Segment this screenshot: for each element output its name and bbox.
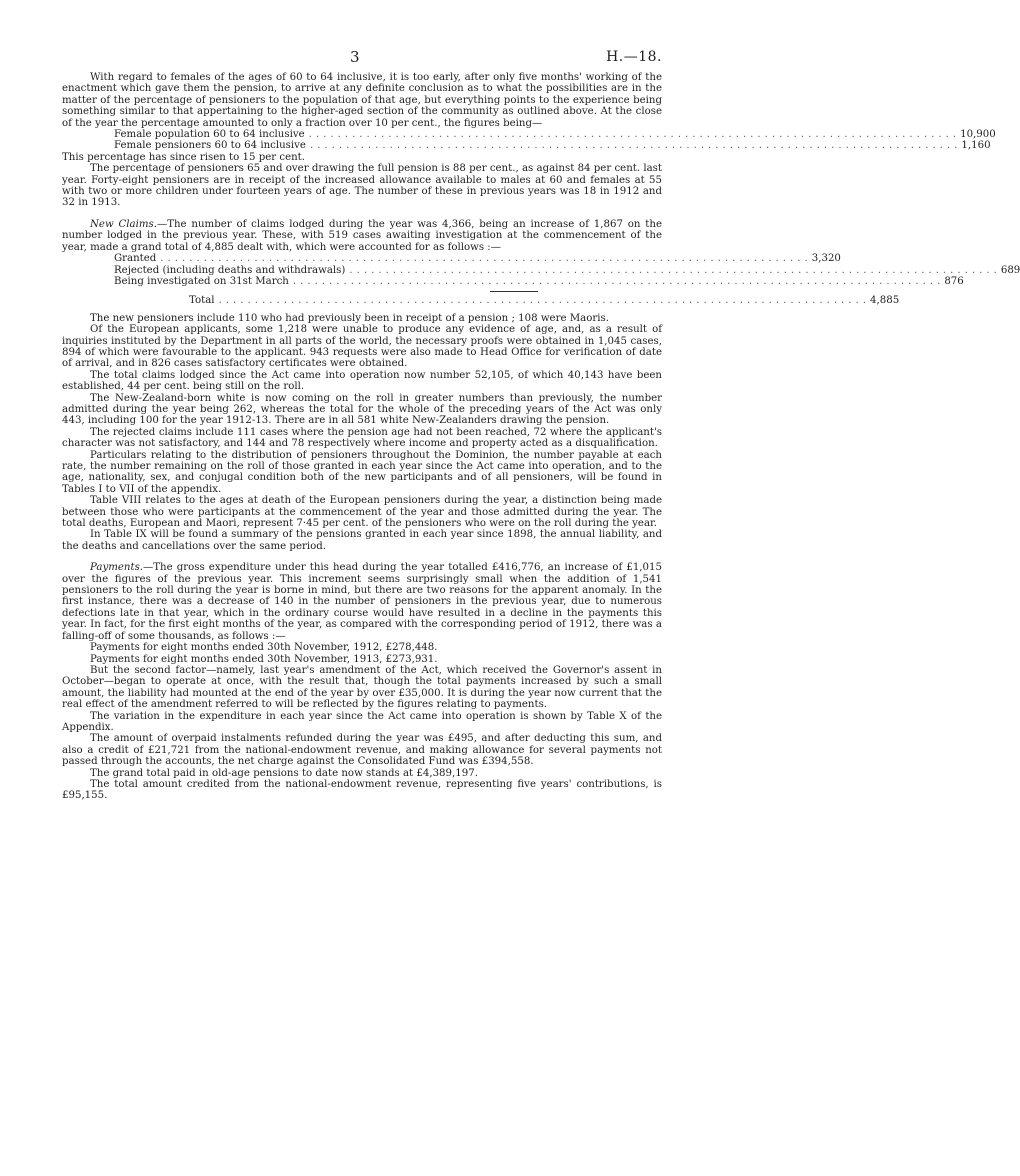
page-number: 3 [350, 48, 360, 66]
paragraph-full-pension-percentage: The percentage of pensioners 65 and over drawing the full pension is 88 per cent., as against 84 per cent. last year. Forty-eight pensioners are in receipt of the increased allowance available to males at 60 and females at 55 with two or more children under fourteen years of age. The number of these in previous years was 18 in 1912 and 32 in 1913. [62, 163, 662, 209]
table-row: Granted .......................................................................................... 3,320 [114, 253, 841, 265]
table-row: Female population 60 to 64 inclusive .......................................................................................... 10,900 [114, 129, 996, 141]
paragraph-females-60-64: With regard to females of the ages of 60 to 64 inclusive, it is too early, after only five months' working of the enactment which gave them the pension, to arrive at any definite conclusion as to what the possibilities are in the matter of the percentage of pensioners to the population of that age, but everything points to the experience being something similar to that appertaining to the higher-aged section of the community as outlined above. At the close of the year the percentage amounted to only a fraction over 10 per cent., the figures being— [62, 72, 662, 129]
paragraph-payments: Payments.—The gross expenditure under this head during the year totalled £416,776, an increase of £1,015 over the figures of the previous year. This increment seems surprisingly small when the addition of 1,541 pensioners to the roll during the year is borne in mind, but there are two reasons for the apparent anomaly. In the first instance, there was a decrease of 140 in the number of pensioners in the previous year, due to numerous defections late in that year, which in the ordinary course would have resulted in a decline in the payments this year. In fact, for the first eight months of the year, as compared with the corresponding period of 1912, there was a falling-off of some thousands, as follows :— [62, 562, 662, 642]
paragraph-new-claims: New Claims.—The number of claims lodged during the year was 4,366, being an increase of 1,867 on the number lodged in the previous year. These, with 519 cases awaiting investigation at the commencement of the year, made a grand total of 4,885 dealt with, which were accounted for as follows :— [62, 218, 662, 253]
paragraph-second-factor: But the second factor—namely, last year's amendment of the Act, which received the Governor's assent in October—began to operate at once, with the result that, though the total payments increased by such a small amount, the liability had mounted at the end of the year by over £35,000. It is during the year now current that the real effect of the amendment referred to will be reflected by the figures relating to payments. [62, 664, 662, 711]
table-row: Female pensioners 60 to 64 inclusive .......................................................................................... 1,160 [114, 140, 991, 152]
paragraph-table-viii: Table VIII relates to the ages at death of the European pensioners during the year, a distinction being made between those who were participants at the commencement of the year and those admitted during the year. The total deaths, European and Maori, represent 7·45 per cent. of the pensioners who were on the roll during the year. [62, 495, 662, 530]
paragraph-variation: The variation in the expenditure in each year since the Act came into operation is shown by Table X of the Appendix. [62, 710, 662, 733]
paragraph-nz-born: The New-Zealand-born white is now coming on the roll in greater numbers than previously, the number admitted during the year being 262, whereas the total for the whole of the preceding years of the Act was only 443, including 100 for the year 1912-13. There are in all 581 white New-Zealanders drawing the pension. [62, 392, 662, 427]
paragraph-grand-total: The grand total paid in old-age pensions to date now stands at £4,389,197. [90, 767, 478, 779]
new-claims-heading: New Claims. [90, 218, 158, 230]
document-code: H.—18. [606, 49, 662, 65]
paragraph-national-endowment: The total amount credited from the national-endowment revenue, representing five years' contributions, is £95,155. [62, 778, 662, 802]
paragraph-new-pensioners: The new pensioners include 110 who had previously been in receipt of a pension ; 108 were Maoris. [90, 312, 609, 324]
page-header [62, 0, 662, 72]
female-population-table [114, 129, 996, 152]
document-page [62, 0, 1020, 802]
claims-total-row: Total .......................................................................................... 4,885 [189, 295, 900, 307]
paragraph-percentage-risen: This percentage has since risen to 15 per cent. [62, 151, 306, 163]
paragraph-payments-1912: Payments for eight months ended 30th November, 1912, £278,448. [90, 642, 438, 654]
paragraph-overpaid: The amount of overpaid instalments refunded during the year was £495, and after deducting this sum, and also a credit of £21,721 from the national-endowment revenue, and making allowance for several payments not passed through the accounts, the net charge against the Consolidated Fund was £394,558. [62, 733, 662, 768]
claims-table [114, 253, 1020, 287]
table-row: Being investigated on 31st March .......................................................................................... 876 [114, 275, 964, 287]
paragraph-total-claims: The total claims lodged since the Act came into operation now number 52,105, of which 40,143 have been established, 44 per cent. being still on the roll. [62, 369, 662, 393]
payments-heading: Payments. [90, 562, 144, 574]
table-row: Rejected (including deaths and withdrawals) .......................................................................................... 689 [114, 264, 1020, 276]
paragraph-distribution: Particulars relating to the distribution of pensioners throughout the Dominion, the number payable at each rate, the number remaining on the roll of those granted in each year since the Act came into operation, and to the age, nationality, sex, and conjugal condition both of the new participants and of all pensioners, will be found in Tables I to VII of the appendix. [62, 449, 662, 495]
paragraph-payments-1913: Payments for eight months ended 30th November, 1913, £273,931. [90, 653, 438, 665]
paragraph-table-ix: In Table IX will be found a summary of the pensions granted in each year since 1898, the annual liability, and the deaths and cancellations over the same period. [62, 529, 662, 552]
paragraph-european-applicants: Of the European applicants, some 1,218 were unable to produce any evidence of age, and, as a result of inquiries instituted by the Department in all parts of the world, the necessary proofs were obtained in 1,045 cases, 894 of which were favourable to the applicant. 943 requests were also made to Head Office for verification of date of arrival, and in 826 cases satisfactory certificates were obtained. [62, 324, 662, 370]
paragraph-rejected-claims: The rejected claims include 111 cases where the pension age had not been reached, 72 where the applicant's character was not satisfactory, and 144 and 78 respectively where income and property acted as a disqualification. [62, 426, 662, 450]
